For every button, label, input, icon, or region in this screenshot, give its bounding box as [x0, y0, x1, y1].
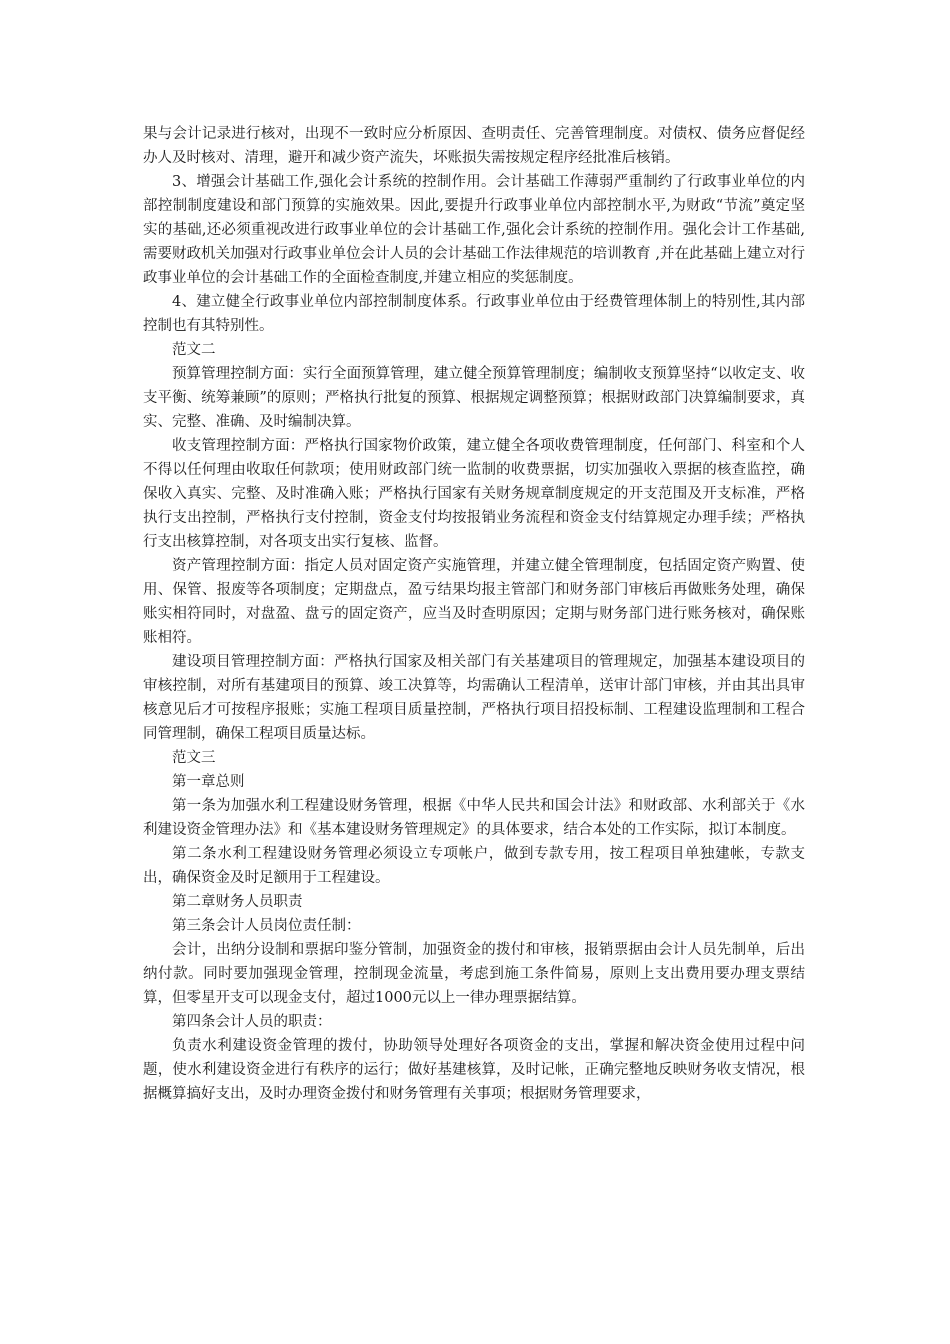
- paragraph: 4、建立健全行政事业单位内部控制制度体系。行政事业单位由于经费管理体制上的特别性,其内部控制也有其特别性。: [143, 294, 805, 334]
- paragraph: 资产管理控制方面：指定人员对固定资产实施管理，并建立健全管理制度，包括固定资产购置、使用、保管、报废等各项制度；定期盘点，盈亏结果均报主管部门和财务部门审核后再做账务处理，确保账实相符同时，对盘盈、盘亏的固定资产，应当及时查明原因；定期与财务部门进行账务核对，确保账账相符。: [143, 558, 805, 646]
- paragraph: 负责水利建设资金管理的拨付，协助领导处理好各项资金的支出，掌握和解决资金使用过程中问题，使水利建设资金进行有秩序的运行；做好基建核算，及时记帐，正确完整地反映财务收支情况，根据概算搞好支出，及时办理资金拨付和财务管理有关事项；根据财务管理要求，: [143, 1038, 805, 1102]
- paragraph: 果与会计记录进行核对，出现不一致时应分析原因、查明责任、完善管理制度。对债权、债务应督促经办人及时核对、清理，避开和减少资产流失，坏账损失需按规定程序经批准后核销。: [143, 126, 805, 166]
- paragraph: 会计，出纳分设制和票据印鉴分管制，加强资金的拨付和审核，报销票据由会计人员先制单，后出纳付款。同时要加强现金管理，控制现金流量，考虑到施工条件简易，原则上支出费用要办理支票结算，但零星开支可以现金支付，超过1000元以上一律办理票据结算。: [143, 942, 805, 1006]
- paragraph: 第二条水利工程建设财务管理必须设立专项帐户，做到专款专用，按工程项目单独建帐，专款支出，确保资金及时足额用于工程建设。: [143, 846, 805, 886]
- chapter-heading: 第二章财务人员职责: [172, 894, 303, 910]
- paragraph: 建设项目管理控制方面：严格执行国家及相关部门有关基建项目的管理规定，加强基本建设项目的审核控制，对所有基建项目的预算、竣工决算等，均需确认工程清单，送审计部门审核，并由其出具审核意见后才可按程序报账；实施工程项目质量控制，严格执行项目招投标制、工程建设监理制和工程合同管理制，确保工程项目质量达标。: [143, 654, 805, 742]
- paragraph: 第一条为加强水利工程建设财务管理，根据《中华人民共和国会计法》和财政部、水利部关于《水利建设资金管理办法》和《基本建设财务管理规定》的具体要求，结合本处的工作实际，拟订本制度。: [143, 798, 805, 838]
- chapter-heading: 第一章总则: [172, 774, 245, 790]
- section-heading: 范文三: [172, 750, 216, 766]
- article-heading: 第三条会计人员岗位责任制：: [172, 918, 361, 934]
- paragraph: 收支管理控制方面：严格执行国家物价政策，建立健全各项收费管理制度，任何部门、科室和个人不得以任何理由收取任何款项；使用财政部门统一监制的收费票据，切实加强收入票据的核查监控，确保收入真实、完整、及时准确入账；严格执行国家有关财务规章制度规定的开支范围及开支标准，严格执行支出控制，严格执行支付控制，资金支付均按报销业务流程和资金支付结算规定办理手续；严格执行支出核算控制，对各项支出实行复核、监督。: [143, 438, 805, 550]
- document-body: [143, 122, 805, 1106]
- paragraph: 预算管理控制方面：实行全面预算管理，建立健全预算管理制度；编制收支预算坚持“以收定支、收支平衡、统筹兼顾”的原则；严格执行批复的预算、根据规定调整预算；根据财政部门决算编制要求，真实、完整、准确、及时编制决算。: [143, 366, 805, 430]
- article-heading: 第四条会计人员的职责：: [172, 1014, 332, 1030]
- paragraph: 3、增强会计基础工作,强化会计系统的控制作用。会计基础工作薄弱严重制约了行政事业单位的内部控制制度建设和部门预算的实施效果。因此,要提升行政事业单位内部控制水平,为财政“节流”奠定坚实的基础,还必须重视改进行政事业单位的会计基础工作,强化会计系统的控制作用。强化会计工作基础,需要财政机关加强对行政事业单位会计人员的会计基础工作法律规范的培训教育 ,并在此基础上建立对行政事业单位的会计基础工作的全面检查制度,并建立相应的奖惩制度。: [143, 174, 805, 286]
- section-heading: 范文二: [172, 342, 216, 358]
